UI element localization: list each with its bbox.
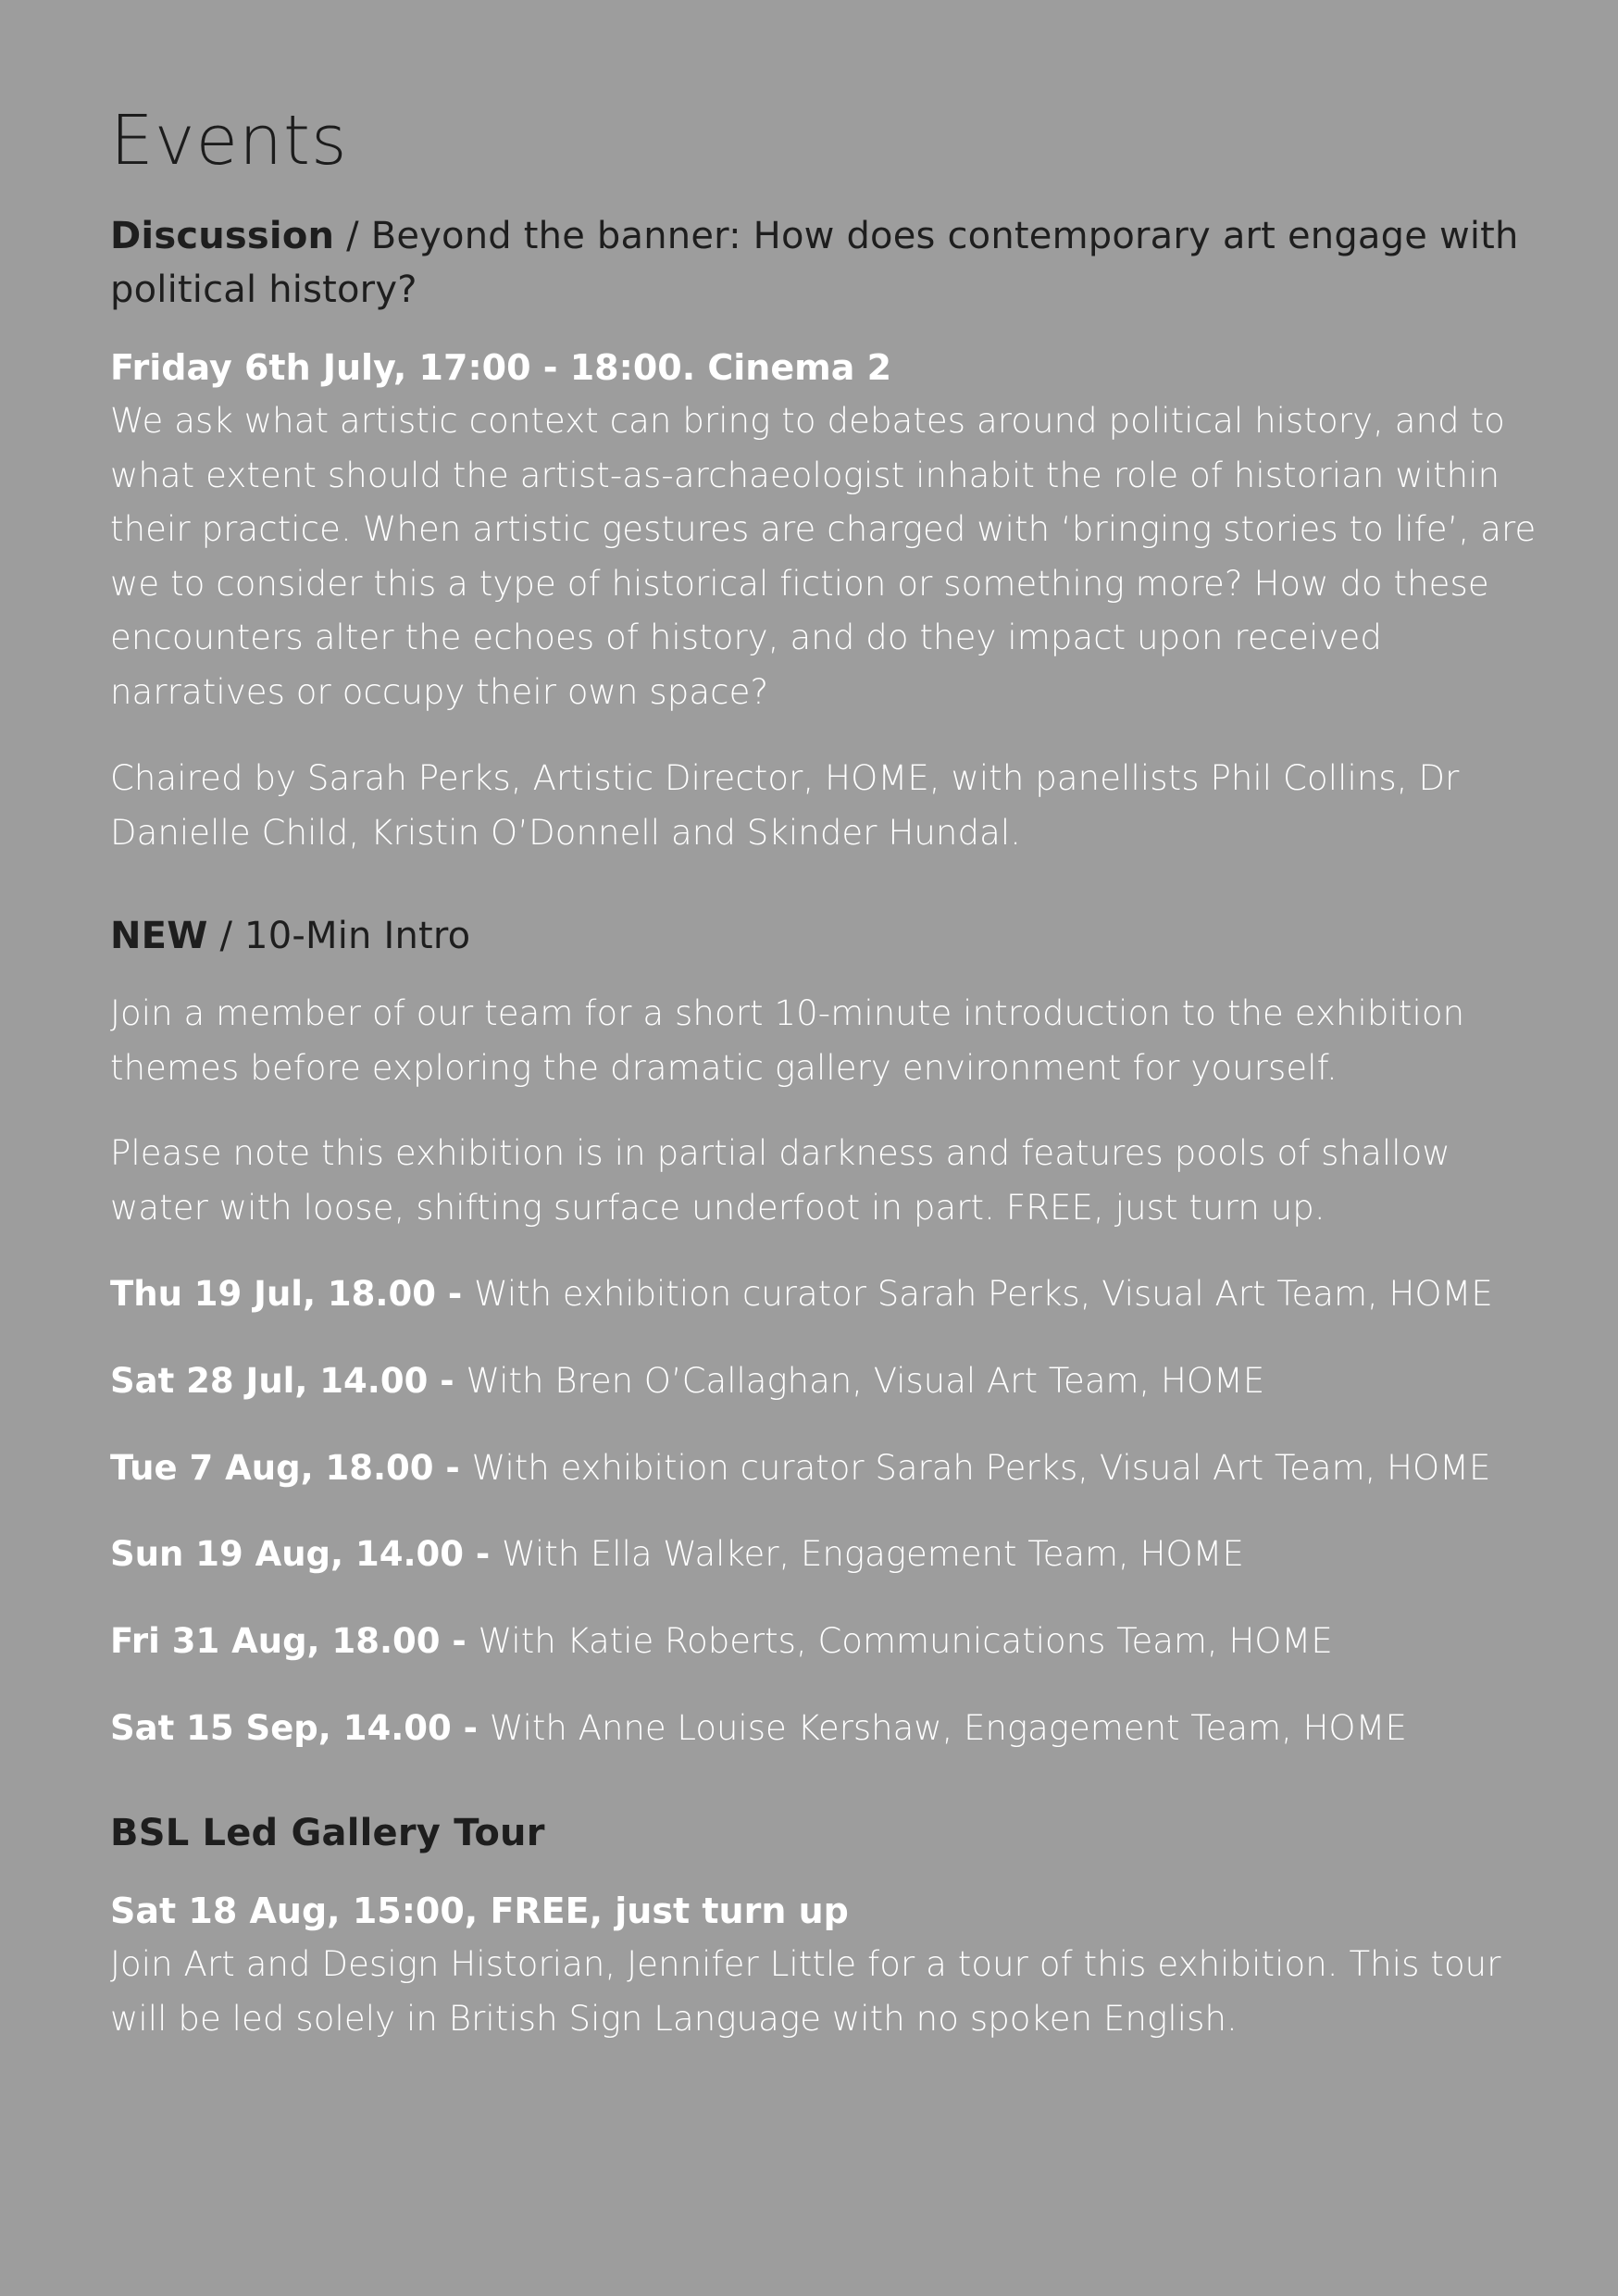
session-when: Tue 7 Aug, 18.00 -	[110, 1448, 472, 1488]
session-item	[110, 1267, 1591, 1321]
discussion-details	[110, 341, 1554, 719]
bsl-title: BSL Led Gallery Tour	[110, 1812, 545, 1854]
session-when: Fri 31 Aug, 18.00 -	[110, 1621, 479, 1661]
intro-section	[110, 909, 1554, 963]
intro-note-block	[110, 1127, 1554, 1235]
session-who: With exhibition curator Sarah Perks, Visual Art Team, HOME	[471, 1448, 1491, 1488]
page-title: Events	[110, 101, 348, 181]
session-when: Thu 19 Jul, 18.00 -	[110, 1274, 475, 1314]
session-when: Sun 19 Aug, 14.00 -	[110, 1534, 503, 1574]
intro-title: 10-Min Intro	[244, 915, 471, 957]
session-item	[110, 1354, 1591, 1408]
discussion-chair-block	[110, 752, 1554, 860]
discussion-when: Friday 6th July, 17:00 - 18:00. Cinema 2	[110, 347, 892, 388]
discussion-section	[110, 209, 1554, 317]
discussion-kind: Discussion	[110, 215, 335, 257]
session-who: With Ella Walker, Engagement Team, HOME	[502, 1534, 1244, 1574]
intro-description-block	[110, 987, 1554, 1095]
session-item	[110, 1441, 1591, 1495]
bsl-details	[110, 1884, 1554, 2046]
intro-kind: NEW	[110, 915, 208, 957]
bsl-heading	[110, 1806, 1554, 1860]
discussion-separator: /	[334, 215, 371, 257]
session-when: Sat 15 Sep, 14.00 -	[110, 1708, 490, 1748]
discussion-heading	[110, 209, 1554, 317]
session-item	[110, 1528, 1591, 1581]
bsl-section	[110, 1806, 1554, 1860]
discussion-description: We ask what artistic context can bring to debates around political history, and to what extent should the artist-as-archaeologist inhabit the role of historian within their practice. When artistic gestures are charged with ‘bringing stories to life’, are we to consider this a type of historical fiction or something more? How do these encounters alter the echoes of history, and do they impact upon received narratives or occupy their own space?	[110, 401, 1537, 712]
intro-note: Please note this exhibition is in partial darkness and features pools of shallow water with loose, shifting surface underfoot in part. FREE, just turn up.	[110, 1133, 1450, 1228]
intro-heading	[110, 909, 1554, 963]
discussion-chair: Chaired by Sarah Perks, Artistic Director, HOME, with panellists Phil Collins, Dr Danielle Child, Kristin O’Donnell and Skinder Hundal.	[110, 758, 1460, 853]
discussion-title: Beyond the banner: How does contemporary art engage with political history?	[110, 215, 1519, 311]
session-item	[110, 1702, 1591, 1755]
session-when: Sat 28 Jul, 14.00 -	[110, 1361, 467, 1401]
bsl-description: Join Art and Design Historian, Jennifer Little for a tour of this exhibition. This tour will be led solely in British Sign Language with no spoken English.	[110, 1944, 1501, 2039]
session-who: With Anne Louise Kershaw, Engagement Team, HOME	[489, 1708, 1407, 1748]
session-who: With exhibition curator Sarah Perks, Visual Art Team, HOME	[474, 1274, 1493, 1314]
session-item	[110, 1615, 1591, 1668]
session-who: With Bren O’Callaghan, Visual Art Team, HOME	[466, 1361, 1265, 1401]
bsl-when: Sat 18 Aug, 15:00, FREE, just turn up	[110, 1890, 849, 1931]
intro-separator: /	[207, 915, 245, 957]
session-who: With Katie Roberts, Communications Team, HOME	[478, 1621, 1333, 1661]
intro-description: Join a member of our team for a short 10-minute introduction to the exhibition themes before exploring the dramatic gallery environment for yourself.	[110, 993, 1465, 1088]
